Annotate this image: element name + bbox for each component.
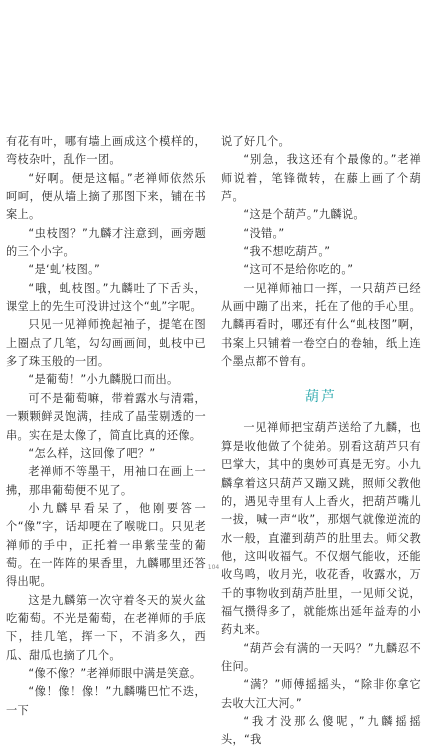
page-number: 104 (207, 564, 220, 571)
paragraph: “这可不是给你吃的。” (243, 263, 354, 277)
paragraph: “像！像！像！”九麟嘴巴忙不迭，一下 (6, 685, 206, 717)
paragraph: 老禅师不等墨干，用袖口在画上一拂，那串葡萄便不见了。 (6, 465, 206, 497)
paragraph: 一见禅师袖口一挥，一只葫芦已经从画中蹦了出来，托在了他的手心里。九麟再看时，哪还有什么“虬枝图”啊，书案上只铺着一卷空白的卷轴，纸上连个墨点都不曾有。 (221, 281, 421, 369)
paragraph: “满？”师傅摇摇头，“除非你拿它去收大江大河。” (221, 678, 421, 710)
paragraph: “我才没那么傻呢，”九麟摇摇头，“我 (221, 714, 421, 747)
paragraph: 一见禅师把宝葫芦送给了九麟，也算是收他做了个徒弟。别看这葫芦只有巴掌大，其中的奥妙可真是无穷。小九麟拿着这只葫芦又蹦又跳，照师父教他的，遇见寺里有人上香火，把葫芦嘴儿一拔，喊一声“收”，那烟气就像逆流的水一般，直灌到葫芦的肚里去。师父教他，这叫收福气。不仅烟气能收，还能收鸟鸣，收月光，收花香，收露水，万千的事物收到葫芦肚里，一见师父说，福气攒得多了，就能炼出延年益寿的小药丸来。 (221, 421, 421, 637)
paragraph: 小九麟早看呆了，他刚要答一个“像”字，话却哽在了喉咙口。只见老禅师的手中，正托着一串紫莹莹的葡萄。在一阵阵的果香里，九麟哪里还答得出呢。 (6, 501, 206, 589)
paragraph: “是‘虬’枝图。” (28, 263, 101, 277)
paragraph: “别急，我这还有个最像的。”老禅师说着，笔锋微转，在藤上画了个葫芦。 (221, 153, 421, 204)
paragraph: “怎么样，这回像了吧？” (28, 446, 156, 460)
paragraph: “我不想吃葫芦。” (243, 245, 331, 259)
right-column (221, 133, 421, 750)
left-column (6, 133, 206, 720)
paragraph: “好啊。便是这幅。”老禅师依然乐呵呵，便从墙上摘了那图下来，铺在书案上。 (6, 171, 206, 222)
paragraph: “是葡萄！”小九麟脱口而出。 (28, 373, 179, 387)
paragraph: 有花有叶，哪有墙上画成这个模样的，弯枝杂叶，乱作一团。 (6, 135, 206, 167)
paragraph: 可不是葡萄嘛，带着露水与清霜，一颗颗鲜灵饱满，挂成了晶莹剔透的一串。实在是太像了，简直比真的还像。 (6, 391, 206, 442)
paragraph: 说了好几个。 (221, 135, 290, 148)
paragraph: “像不像？”老禅师眼中满是笑意。 (28, 666, 202, 680)
paragraph: “没错。” (243, 226, 285, 240)
section-heading: 葫芦 (305, 389, 337, 406)
paragraph: 这是九麟第一次守着冬天的炭火盆吃葡萄。不光是葡萄，在老禅师的手底下，挂几笔，挥一下，不消多久，西瓜、甜瓜也摘了几个。 (6, 593, 206, 662)
paragraph: “葫芦会有满的一天吗？”九麟忍不住问。 (221, 641, 421, 673)
paragraph: “哦，虬枝图。”九麟吐了下舌头，课堂上的先生可没讲过这个“虬”字呢。 (6, 281, 206, 314)
paragraph: “虫枝图？”九麟才注意到，画旁题的三个小字。 (6, 226, 206, 259)
paragraph: 只见一见禅师挽起袖子，提笔在图上圈点了几笔，勾勾画画间，虬枝中已多了珠玉般的一团。 (6, 318, 206, 369)
paragraph: “这是个葫芦。”九麟说。 (243, 208, 365, 222)
